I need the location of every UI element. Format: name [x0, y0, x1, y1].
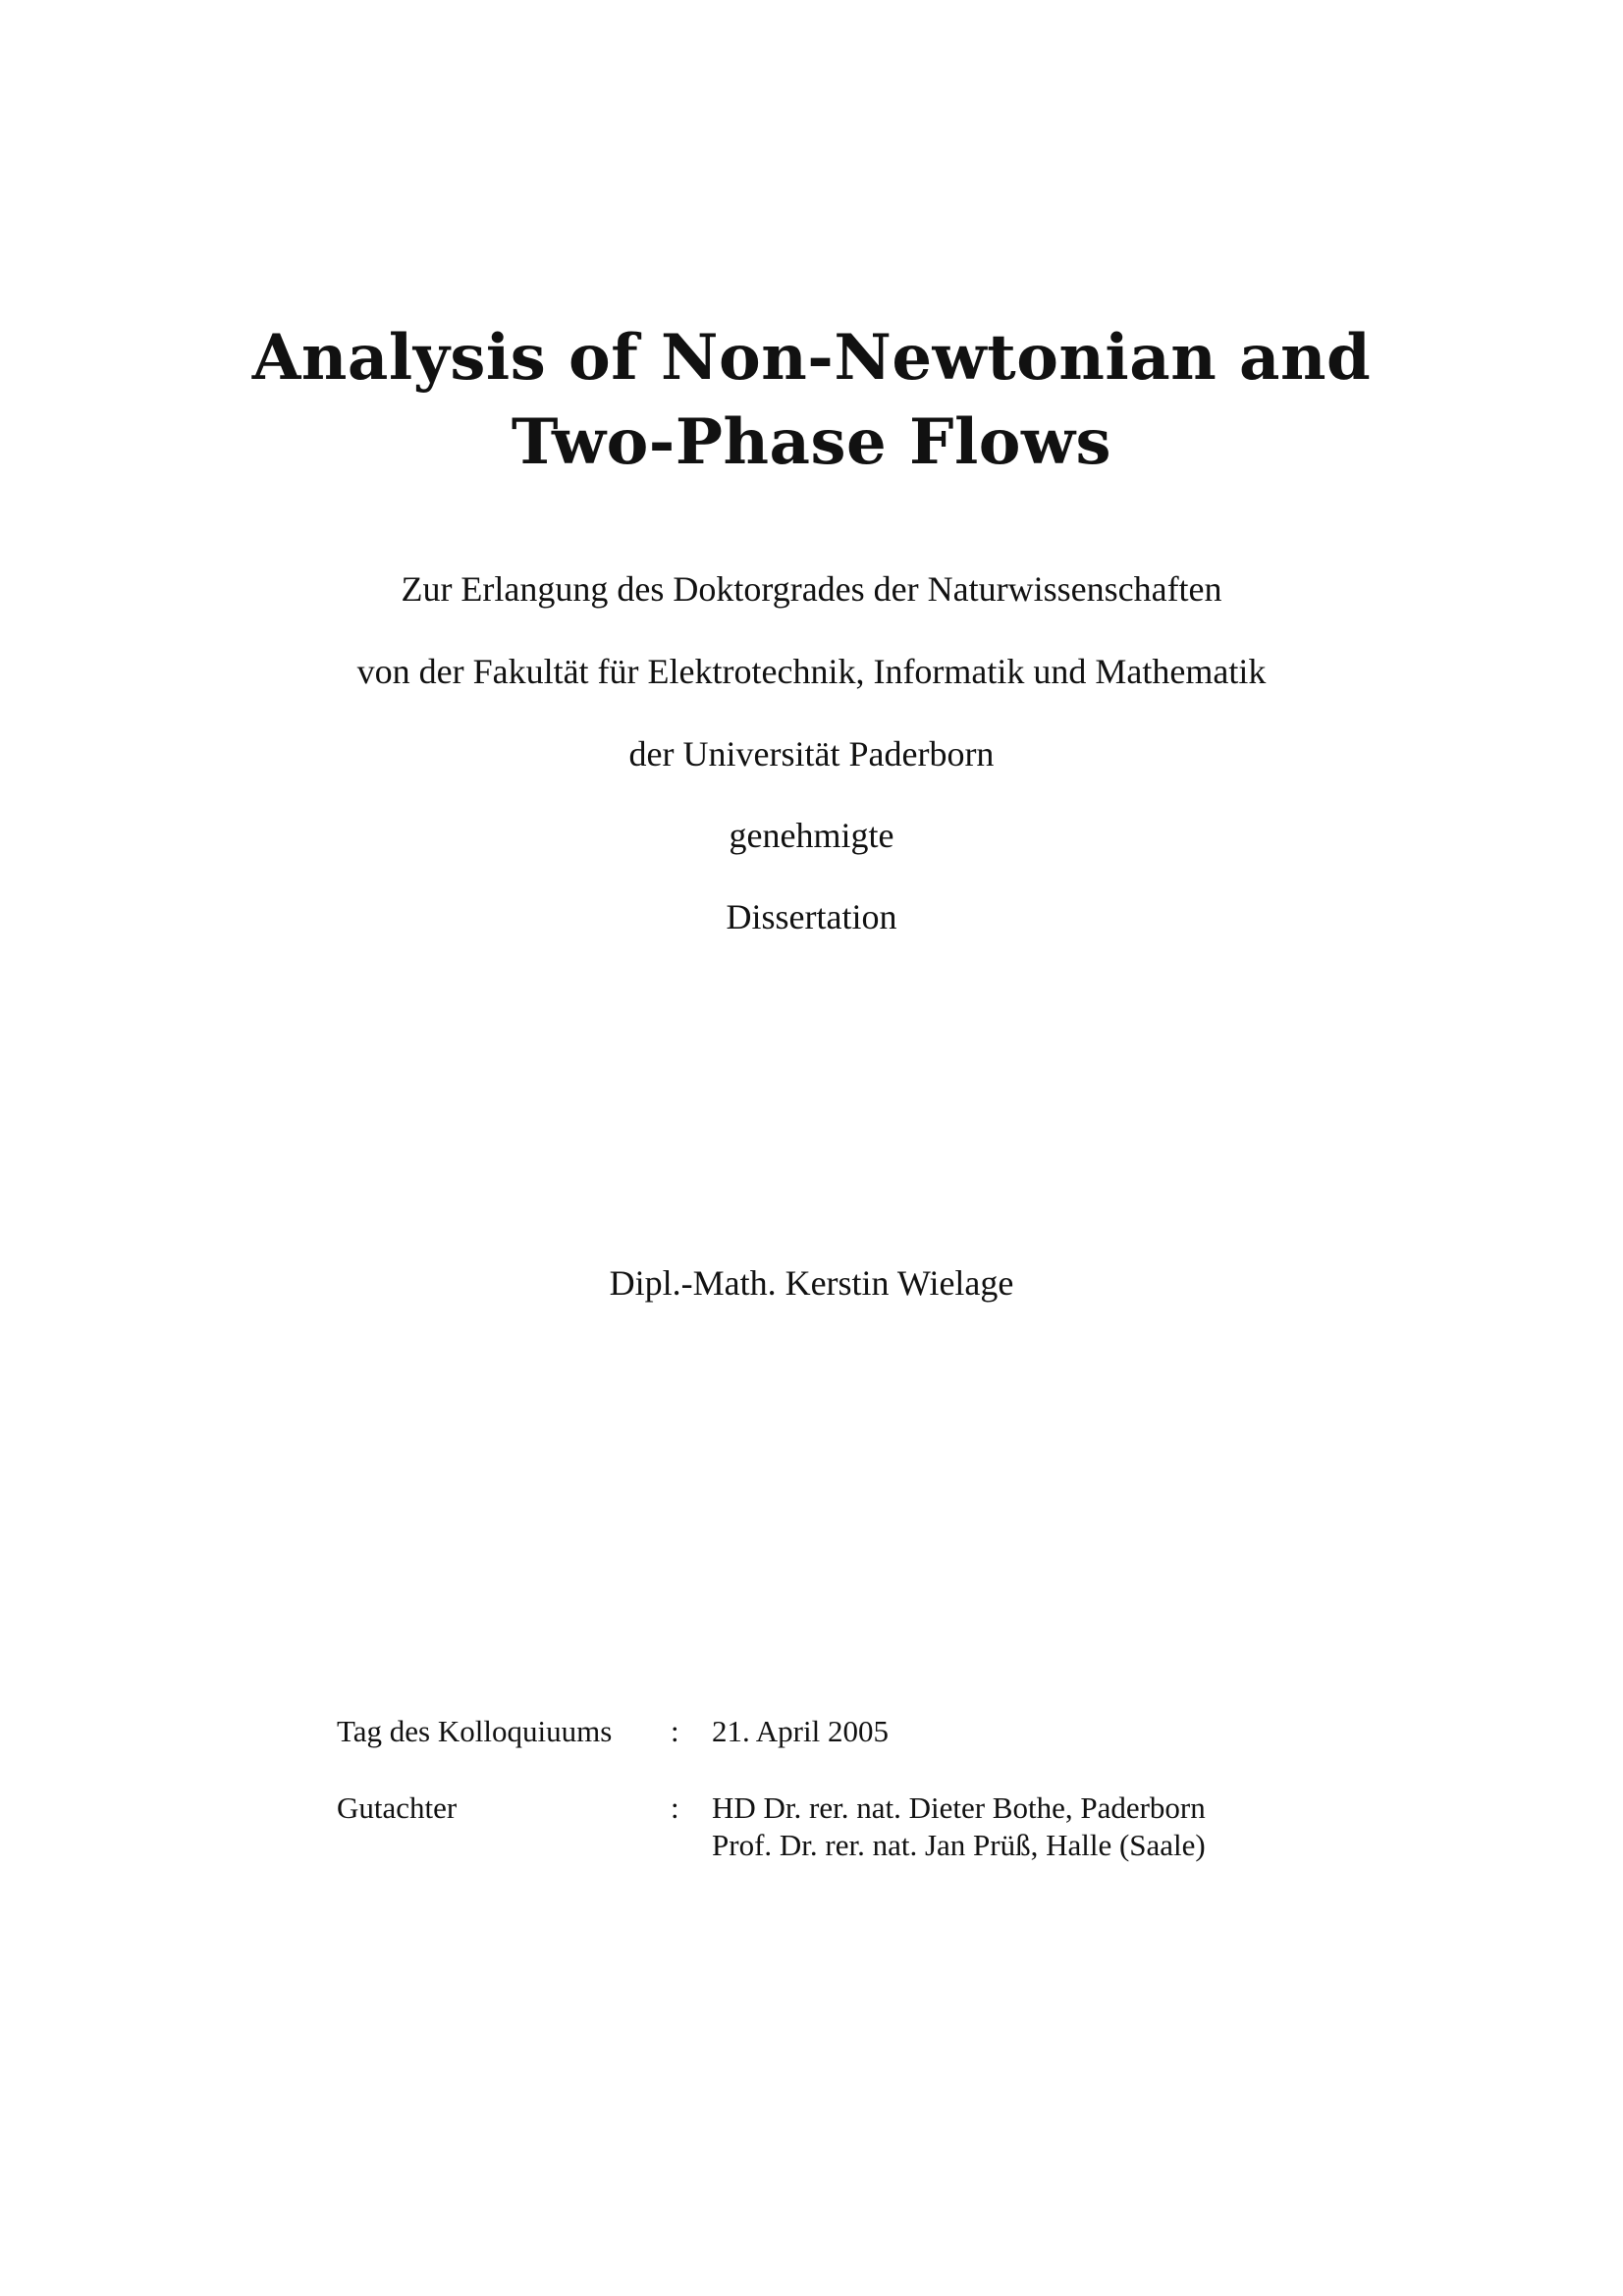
dissertation-line: Dissertation — [726, 897, 897, 936]
colloquium-date: 21. April 2005 — [712, 1714, 889, 1748]
faculty-line: von der Fakultät für Elektrotechnik, Informatik und Mathematik — [356, 652, 1267, 691]
colloquium-label: Tag des Kolloquiuums — [337, 1714, 613, 1748]
title-line-1: Analysis of Non-Newtonian and — [251, 321, 1372, 395]
degree-purpose: Zur Erlangung des Doktorgrades der Naturwissenschaften — [401, 569, 1222, 609]
author-name: Dipl.-Math. Kerstin Wielage — [609, 1263, 1014, 1303]
reviewers-separator: : — [671, 1790, 679, 1825]
reviewers-label: Gutachter — [337, 1790, 458, 1825]
defense-details — [337, 1713, 1206, 1864]
reviewer-2: Prof. Dr. rer. nat. Jan Prüß, Halle (Saale) — [712, 1828, 1206, 1862]
reviewers-row — [337, 1789, 1206, 1864]
reviewer-1: HD Dr. rer. nat. Dieter Bothe, Paderborn — [712, 1790, 1206, 1825]
colloquium-row — [337, 1713, 1206, 1750]
reviewers-list — [712, 1789, 1206, 1864]
university-line: der Universität Paderborn — [628, 734, 995, 774]
title-line-2: Two-Phase Flows — [511, 405, 1112, 479]
document-title — [0, 316, 1623, 485]
colloquium-separator: : — [671, 1714, 679, 1748]
approved-line: genehmigte — [729, 816, 894, 855]
